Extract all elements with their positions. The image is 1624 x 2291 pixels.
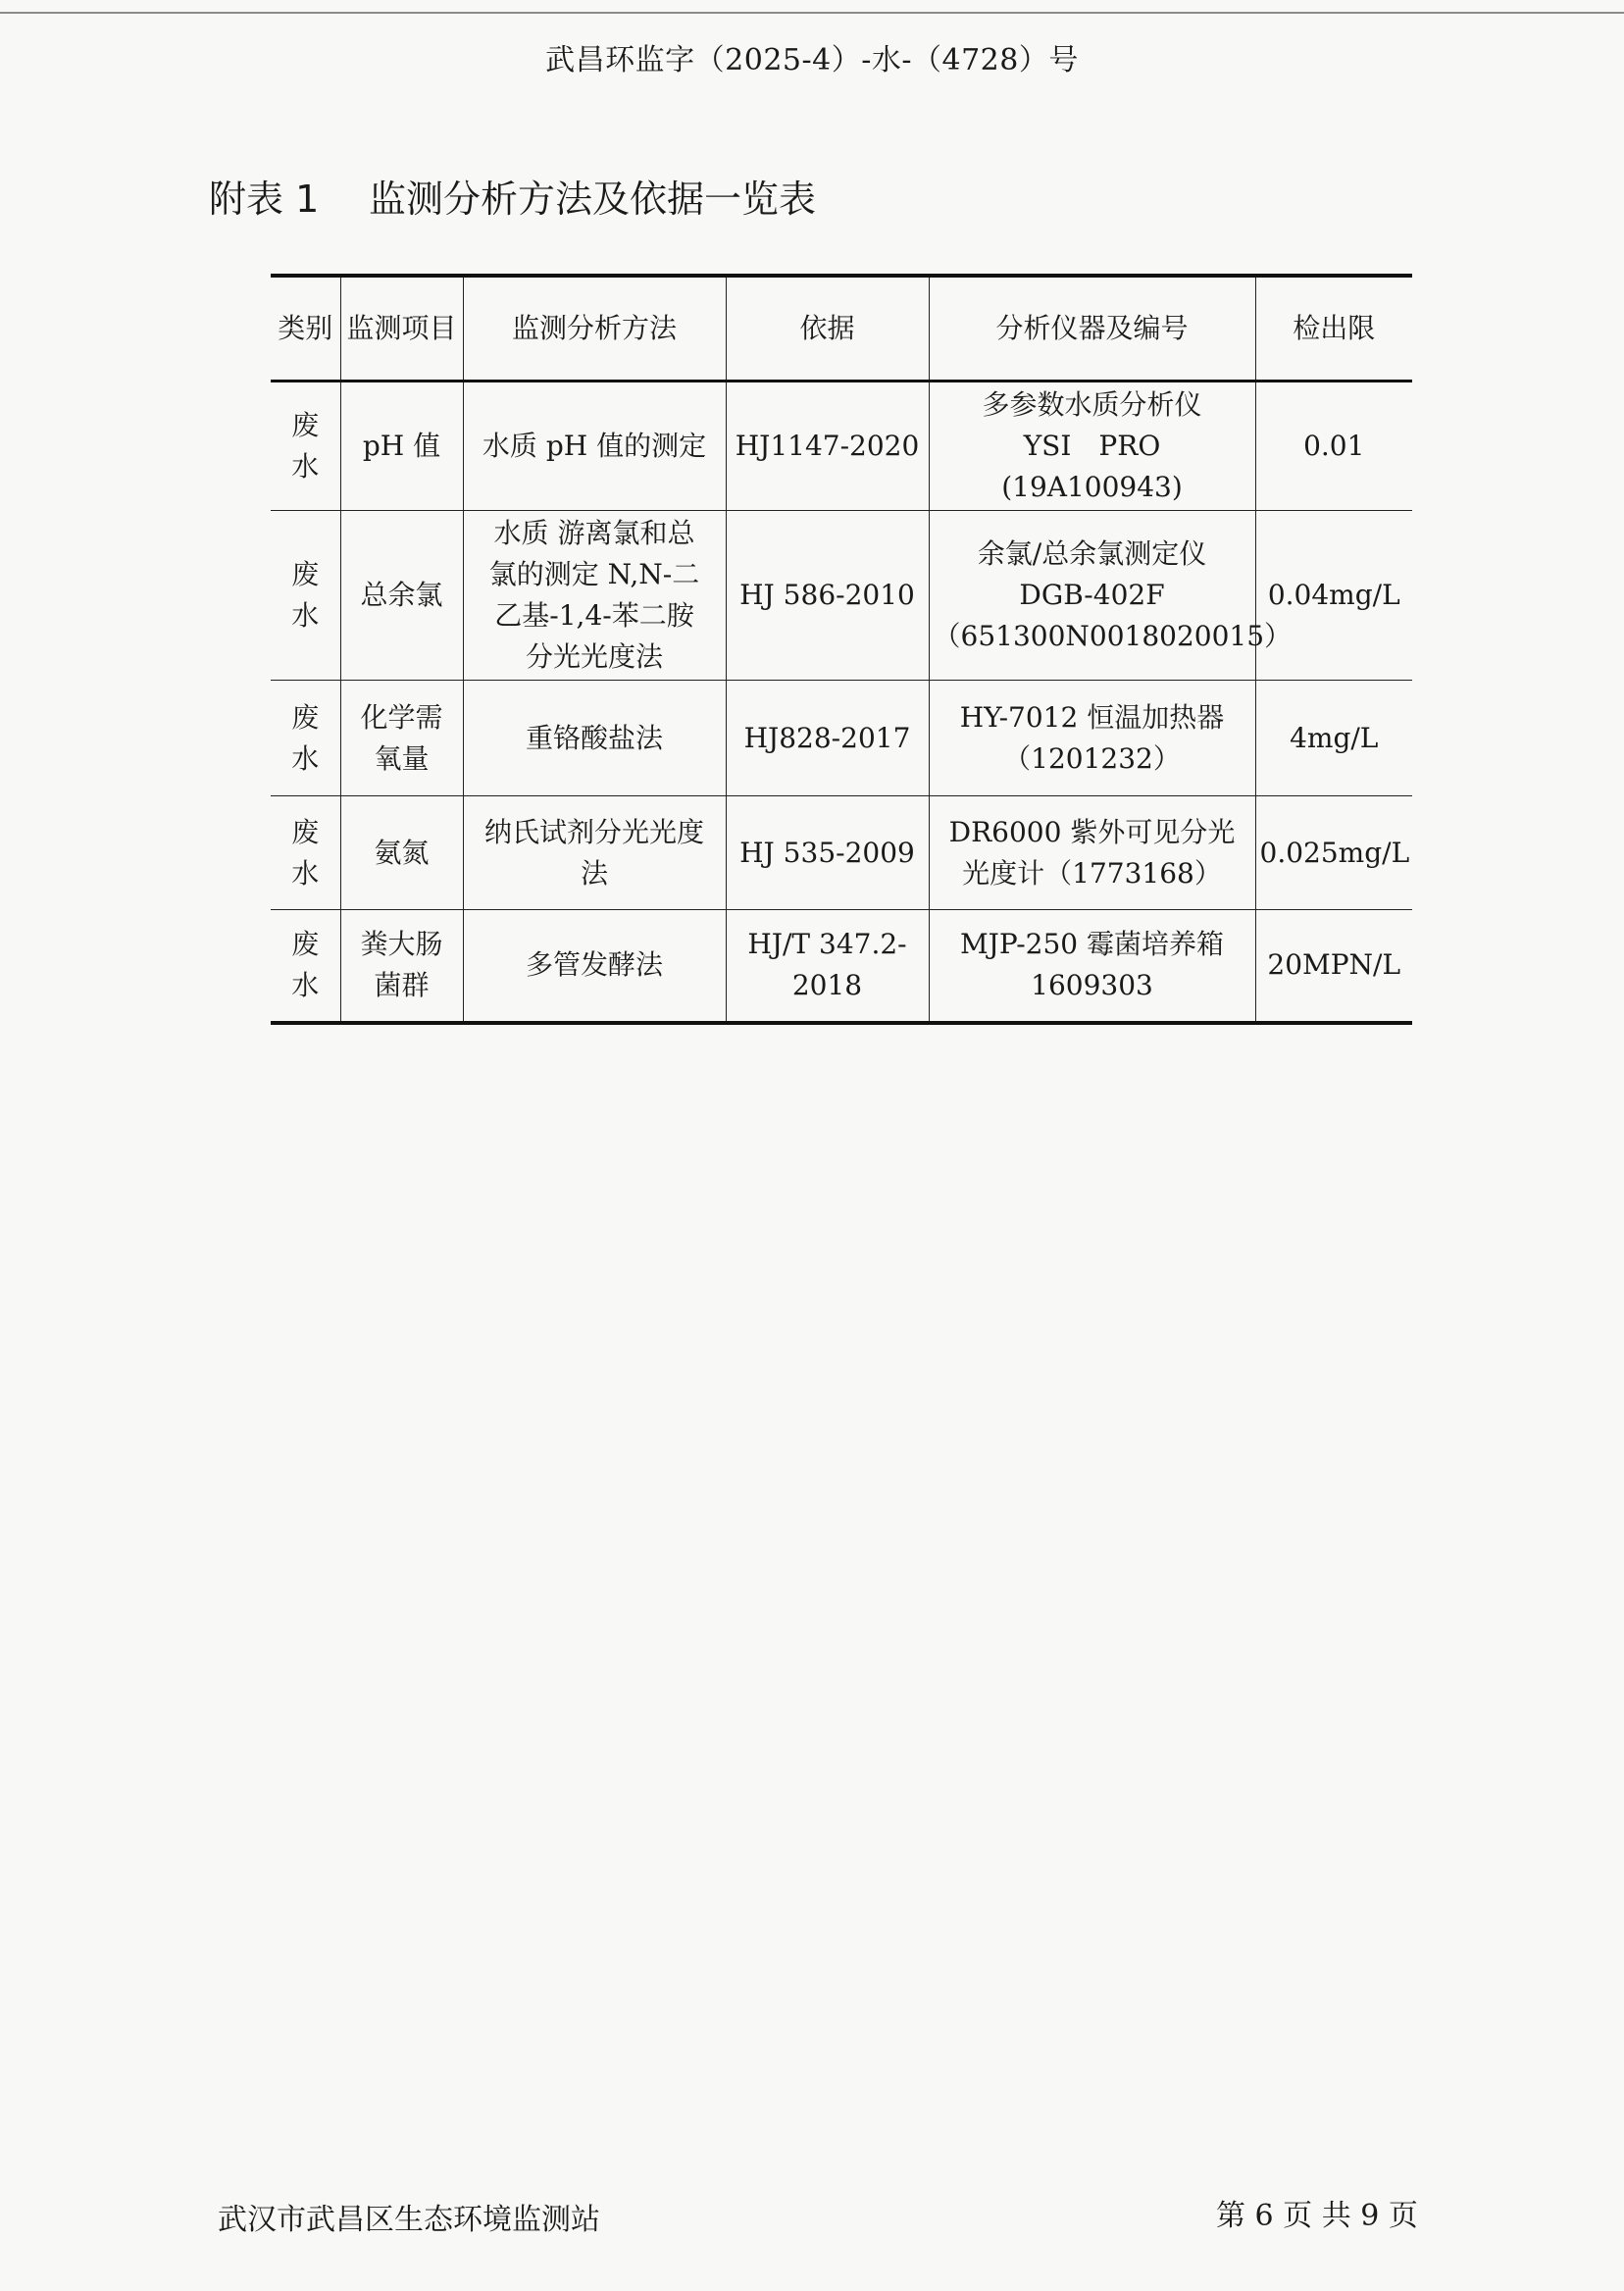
methods-table (271, 274, 1412, 1025)
cell-limit: 4mg/L (1255, 681, 1412, 796)
table-row (271, 910, 1412, 1023)
cell-line: HJ 586-2010 (739, 579, 915, 611)
cell-line: HY-7012 恒温加热器 (959, 700, 1225, 734)
cell-method (463, 511, 726, 681)
appendix-title-text: 监测分析方法及依据一览表 (369, 178, 817, 221)
cell-basis (726, 511, 929, 681)
cell-line: 氧量 (374, 741, 430, 775)
cell-line: 余氯/总余氯测定仪 (977, 537, 1207, 570)
cell-limit: 20MPN/L (1255, 910, 1412, 1023)
footer-page-info: 第 6 页 共 9 页 (1216, 2199, 1418, 2233)
cell-line: 水 (291, 741, 320, 775)
cell-line: 水 (291, 599, 320, 632)
column-header-instrument: 分析仪器及编号 (929, 276, 1255, 382)
cell-line: DGB-402F (1019, 579, 1165, 611)
table-row (271, 511, 1412, 681)
cell-line: 多参数水质分析仪 (982, 388, 1202, 421)
cell-item (340, 681, 463, 796)
column-header-method: 监测分析方法 (463, 276, 726, 382)
cell-line: HJ 535-2009 (739, 836, 915, 869)
appendix-label: 附表 1 (209, 178, 320, 221)
cell-limit: 0.04mg/L (1255, 511, 1412, 681)
cell-line: （1201232） (1003, 741, 1181, 775)
cell-line: 分光光度法 (525, 640, 663, 673)
column-header-limit: 检出限 (1255, 276, 1412, 382)
cell-line: 纳氏试剂分光光度 (483, 815, 704, 848)
cell-line: DR6000 紫外可见分光 (948, 815, 1236, 848)
cell-basis (726, 382, 929, 511)
cell-line: 氨氮 (374, 836, 430, 869)
column-header-basis: 依据 (726, 276, 929, 382)
cell-line: HJ/T 347.2- (747, 928, 907, 961)
cell-line: 废 (291, 928, 320, 961)
cell-line: (19A100943) (1001, 471, 1183, 503)
cell-line: 粪大肠 (360, 928, 443, 961)
cell-basis (726, 681, 929, 796)
cell-line: （651300N0018020015） (933, 620, 1293, 652)
cell-line: HJ1147-2020 (735, 430, 920, 462)
cell-method (463, 796, 726, 910)
cell-line: 化学需 (360, 700, 443, 734)
table-row (271, 796, 1412, 910)
cell-method (463, 382, 726, 511)
cell-line: 废 (291, 558, 320, 590)
cell-limit: 0.025mg/L (1255, 796, 1412, 910)
cell-category (271, 382, 340, 511)
cell-line: MJP-250 霉菌培养箱 (959, 928, 1224, 961)
cell-method (463, 681, 726, 796)
cell-line: 废 (291, 700, 320, 734)
cell-line: 法 (580, 856, 608, 890)
cell-line: 氯的测定 N,N-二 (488, 558, 700, 590)
cell-instrument (929, 681, 1255, 796)
cell-item (340, 796, 463, 910)
cell-item (340, 382, 463, 511)
cell-category (271, 796, 340, 910)
cell-item (340, 910, 463, 1023)
cell-line: YSI PRO (1023, 430, 1161, 462)
table-row (271, 382, 1412, 511)
footer-organization: 武汉市武昌区生态环境监测站 (218, 2203, 600, 2237)
table-row (271, 681, 1412, 796)
cell-line: 水质 pH 值的测定 (482, 430, 707, 462)
cell-line: 水 (291, 969, 320, 1002)
cell-line: 废 (291, 815, 320, 848)
cell-line: 总余氯 (360, 579, 443, 611)
cell-basis (726, 910, 929, 1023)
cell-line: 废 (291, 409, 320, 441)
cell-line: 1609303 (1031, 969, 1153, 1002)
cell-line: 多管发酵法 (525, 948, 663, 982)
cell-category (271, 511, 340, 681)
cell-instrument (929, 382, 1255, 511)
cell-line: 水质 游离氯和总 (493, 517, 695, 549)
cell-line: 重铬酸盐法 (525, 721, 663, 754)
document-number: 武昌环监字（2025-4）-水-（4728）号 (545, 43, 1079, 77)
column-header-category: 类别 (271, 276, 340, 382)
cell-method (463, 910, 726, 1023)
cell-line: HJ828-2017 (743, 721, 911, 754)
cell-line: 2018 (791, 969, 863, 1002)
cell-item (340, 511, 463, 681)
cell-limit: 0.01 (1255, 382, 1412, 511)
column-header-item: 监测项目 (340, 276, 463, 382)
cell-line: pH 值 (362, 430, 441, 462)
table-header-row (271, 276, 1412, 382)
cell-line: 乙基-1,4-苯二胺 (494, 599, 694, 632)
cell-instrument (929, 511, 1293, 681)
cell-basis (726, 796, 929, 910)
cell-instrument (929, 796, 1255, 910)
cell-line: 菌群 (374, 969, 430, 1002)
cell-line: 水 (291, 856, 320, 890)
cell-instrument (929, 910, 1255, 1023)
appendix-title (209, 169, 816, 223)
cell-line: 光度计（1773168） (962, 856, 1222, 890)
cell-line: 水 (291, 450, 320, 483)
cell-category (271, 681, 340, 796)
top-rule (0, 12, 1624, 14)
cell-category (271, 910, 340, 1023)
